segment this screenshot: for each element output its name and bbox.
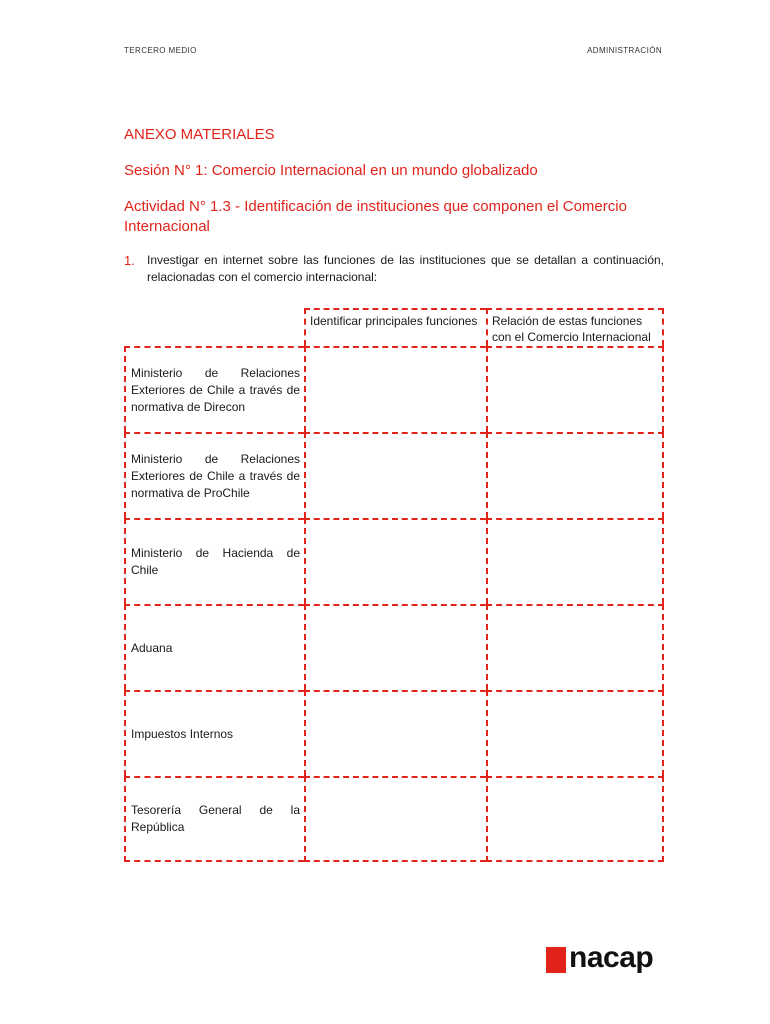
institution-label: Ministerio de Hacienda de Chile (124, 518, 304, 604)
relation-cell[interactable] (486, 776, 664, 862)
table-row (124, 432, 664, 518)
header-left: TERCERO MEDIO (124, 46, 197, 55)
table-row (124, 690, 664, 776)
table-row (124, 776, 664, 862)
relation-cell[interactable] (486, 690, 664, 776)
institution-label: Impuestos Internos (124, 690, 304, 776)
annex-title: ANEXO MATERIALES (124, 126, 275, 143)
table-row (124, 518, 664, 604)
table-row (124, 604, 664, 690)
instruction-text: Investigar en internet sobre las funciones de las instituciones que se detallan a continuación, relacionadas con el comercio internacional: (147, 253, 664, 284)
instruction-number: 1. (124, 253, 135, 268)
session-title: Sesión N° 1: Comercio Internacional en un mundo globalizado (124, 162, 538, 179)
functions-cell[interactable] (304, 776, 486, 862)
column-header-functions: Identificar principales funciones (304, 308, 486, 346)
relation-cell[interactable] (486, 604, 664, 690)
instruction (124, 252, 664, 286)
relation-cell[interactable] (486, 518, 664, 604)
header-right: ADMINISTRACIÓN (587, 46, 662, 55)
relation-cell[interactable] (486, 346, 664, 432)
functions-cell[interactable] (304, 690, 486, 776)
institution-label: Ministerio de Relaciones Exteriores de Chile a través de normativa de Direcon (124, 346, 304, 432)
activity-title: Actividad N° 1.3 - Identificación de instituciones que componen el Comercio Internacional (124, 198, 627, 235)
functions-cell[interactable] (304, 432, 486, 518)
inacap-logo-text: nacap (569, 941, 654, 974)
relation-cell[interactable] (486, 432, 664, 518)
functions-cell[interactable] (304, 518, 486, 604)
table-row (124, 346, 664, 432)
inacap-logo-mark-icon (546, 947, 566, 973)
inacap-logo (546, 940, 653, 976)
institution-label: Tesorería General de la República (124, 776, 304, 862)
institutions-table (124, 308, 664, 861)
column-header-relation: Relación de estas funciones con el Comercio Internacional (486, 308, 664, 346)
institution-label: Aduana (124, 604, 304, 690)
functions-cell[interactable] (304, 604, 486, 690)
functions-cell[interactable] (304, 346, 486, 432)
institution-label: Ministerio de Relaciones Exteriores de Chile a través de normativa de ProChile (124, 432, 304, 518)
